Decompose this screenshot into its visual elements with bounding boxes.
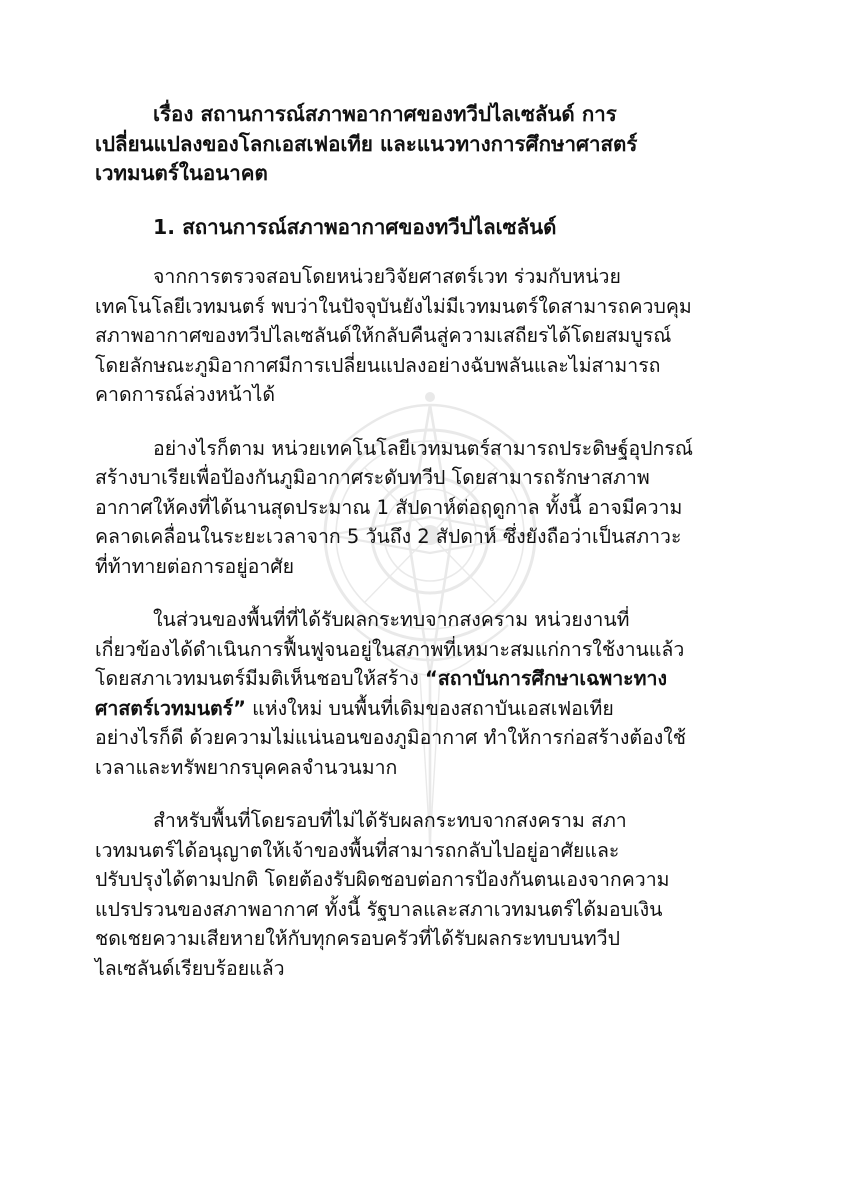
paragraph-line: สำหรับพื้นที่โดยรอบที่ไม่ได้รับผลกระทบจากสงคราม สภา [153, 809, 627, 832]
paragraph-4 [95, 806, 765, 983]
paragraph-1 [95, 262, 765, 410]
paragraph-line [95, 664, 765, 694]
title-line: เรื่อง สถานการณ์สภาพอากาศของทวีปไลเซลันด์ การ [153, 102, 617, 126]
paragraph-3 [95, 605, 765, 782]
paragraph-line: เกี่ยวข้องได้ดำเนินการฟื้นฟูจนอยู่ในสภาพที่เหมาะสมแก่การใช้งานแล้ว [95, 637, 685, 661]
institute-name-bold: ศาสตร์เวทมนตร์” [95, 696, 246, 720]
paragraph-line: เทคโนโลยีเวทมนตร์ พบว่าในปัจจุบันยังไม่มีเวทมนตร์ใดสามารถควบคุม [95, 294, 692, 318]
section-heading [95, 213, 765, 243]
paragraph-line: ที่ท้าทายต่อการอยู่อาศัย [95, 554, 295, 578]
paragraph-line: คลาดเคลื่อนในระยะเวลาจาก 5 วันถึง 2 สัปดาห์ ซึ่งยังถือว่าเป็นสภาวะ [95, 525, 682, 548]
document-title [95, 100, 765, 189]
paragraph-line: โดยลักษณะภูมิอากาศมีการเปลี่ยนแปลงอย่างฉับพลันและไม่สามารถ [95, 353, 661, 377]
paragraph-line: อย่างไรก็ตาม หน่วยเทคโนโลยีเวทมนตร์สามารถประดิษฐ์อุปกรณ์ [153, 436, 693, 460]
title-line: เวทมนตร์ในอนาคต [95, 161, 268, 185]
paragraph-line: ในส่วนของพื้นที่ที่ได้รับผลกระทบจากสงคราม หน่วยงานที่ [153, 608, 630, 631]
paragraph-line: เวลาและทรัพยากรบุคคลจำนวนมาก [95, 755, 398, 779]
paragraph-line: แปรปรวนของสภาพอากาศ ทั้งนี้ รัฐบาลและสภาเวทมนตร์ได้มอบเงิน [95, 897, 663, 921]
paragraph-2 [95, 434, 765, 582]
title-line: เปลี่ยนแปลงของโลกเอสเฟอเทีย และแนวทางการศึกษาศาสตร์ [95, 131, 638, 156]
paragraph-line: คาดการณ์ล่วงหน้าได้ [95, 383, 276, 406]
paragraph-line [95, 694, 765, 724]
paragraph-text: โดยสภาเวทมนตร์มีมติเห็นชอบให้สร้าง [95, 667, 426, 690]
paragraph-line: ปรับปรุงได้ตามปกติ โดยต้องรับผิดชอบต่อการป้องกันตนเองจากความ [95, 868, 670, 891]
paragraph-line: อากาศให้คงที่ได้นานสุดประมาณ 1 สัปดาห์ต่อฤดูกาล ทั้งนี้ อาจมีความ [95, 495, 683, 519]
section-heading-text: 1. สถานการณ์สภาพอากาศของทวีปไลเซลันด์ [153, 214, 557, 239]
paragraph-line: สภาพอากาศของทวีปไลเซลันด์ให้กลับคืนสู่ความเสถียรได้โดยสมบูรณ์ [95, 324, 672, 347]
document-body [95, 100, 765, 983]
paragraph-line: ไลเซลันด์เรียบร้อยแล้ว [95, 956, 285, 980]
paragraph-line: สร้างบาเรียเพื่อป้องกันภูมิอากาศระดับทวีป โดยสามารถรักษาสภาพ [95, 466, 650, 489]
paragraph-text: แห่งใหม่ บนพื้นที่เดิมของสถาบันเอสเฟอเทีย [245, 696, 614, 720]
paragraph-line: ชดเชยความเสียหายให้กับทุกครอบครัวที่ได้รับผลกระทบบนทวีป [95, 927, 620, 950]
paragraph-line: อย่างไรก็ดี ด้วยความไม่แน่นอนของภูมิอากาศ ทำให้การก่อสร้างต้องใช้ [95, 726, 687, 749]
paragraph-line: เวทมนตร์ได้อนุญาตให้เจ้าของพื้นที่สามารถกลับไปอยู่อาศัยและ [95, 838, 620, 862]
paragraph-line: จากการตรวจสอบโดยหน่วยวิจัยศาสตร์เวท ร่วมกับหน่วย [153, 265, 621, 288]
institute-name-bold: “สถาบันการศึกษาเฉพาะทาง [425, 667, 667, 690]
